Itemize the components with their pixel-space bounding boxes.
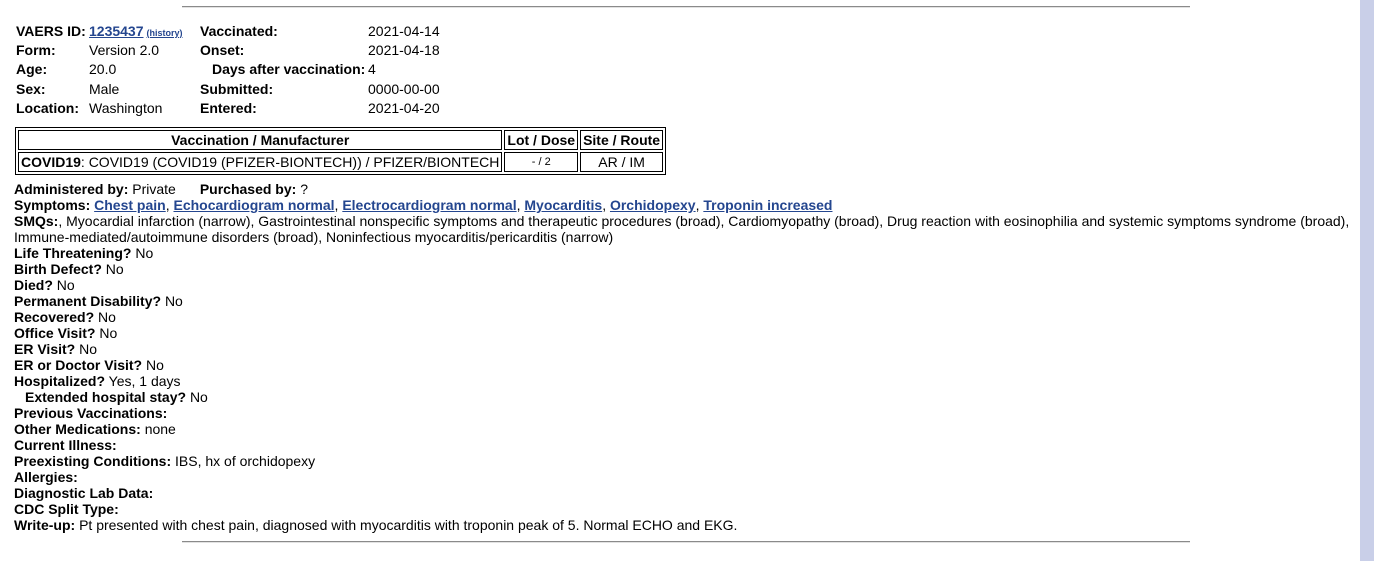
lot-dose-value: - / 2 <box>504 152 578 172</box>
administration-line <box>14 181 1356 197</box>
field-label: Permanent Disability? <box>14 293 162 309</box>
age-label: Age: <box>16 61 48 78</box>
field-value: none <box>144 421 176 437</box>
submitted-label: Submitted: <box>200 80 274 97</box>
submitted-value: 0000-00-00 <box>368 80 440 97</box>
field-label: Birth Defect? <box>14 261 102 277</box>
sex-label: Sex: <box>16 80 46 97</box>
field-label: Write-up: <box>14 517 76 533</box>
field-diagnostic-lab-data <box>14 485 1356 501</box>
page-right-border <box>1360 0 1374 561</box>
smqs-label: SMQs: <box>14 213 59 229</box>
site-route-value: AR / IM <box>580 152 663 172</box>
field-life-threatening <box>14 245 1356 261</box>
field-label: Preexisting Conditions: <box>14 453 172 469</box>
field-label: Allergies: <box>14 469 78 485</box>
field-extended-hospital-stay <box>14 389 1356 405</box>
field-value: No <box>98 309 116 325</box>
field-value: IBS, hx of orchidopexy <box>175 453 316 469</box>
purchased-by-label: Purchased by: <box>199 181 297 197</box>
field-label: Hospitalized? <box>14 373 106 389</box>
vaccinated-label: Vaccinated: <box>200 22 278 39</box>
report-details <box>14 181 1356 533</box>
header-lot-dose: Lot / Dose <box>504 130 578 150</box>
field-value: No <box>145 357 164 373</box>
field-value: No <box>79 341 97 357</box>
field-value: No <box>189 389 208 405</box>
symptom-link-echocardiogram-normal[interactable]: Echocardiogram normal <box>173 197 335 213</box>
bottom-divider <box>182 541 1190 543</box>
smqs-line <box>14 213 1356 245</box>
field-label: Recovered? <box>14 309 95 325</box>
field-value: No <box>135 245 154 261</box>
field-write-up <box>14 517 1356 533</box>
field-label: Current Illness: <box>14 437 117 453</box>
vaers-id-link[interactable]: 1235437 <box>89 22 144 39</box>
field-cdc-split-type <box>14 501 1356 517</box>
symptom-link-chest-pain[interactable]: Chest pain <box>94 197 166 213</box>
field-value: No <box>56 277 75 293</box>
field-preexisting-conditions <box>14 453 1356 469</box>
field-value: No <box>164 293 183 309</box>
field-allergies <box>14 469 1356 485</box>
field-hospitalized <box>14 373 1356 389</box>
field-label: Diagnostic Lab Data: <box>14 485 154 501</box>
onset-value: 2021-04-18 <box>368 42 440 59</box>
days-after-label: Days after vaccination: <box>212 61 366 78</box>
field-er-or-doctor-visit <box>14 357 1356 373</box>
vaccination-table-header <box>18 130 663 150</box>
location-value: Washington <box>89 100 163 117</box>
days-after-value: 4 <box>368 61 376 78</box>
field-er-visit <box>14 341 1356 357</box>
vaccinated-value: 2021-04-14 <box>368 22 440 39</box>
field-label: Previous Vaccinations: <box>14 405 168 421</box>
field-label: Other Medications: <box>14 421 141 437</box>
age-value: 20.0 <box>89 61 117 78</box>
field-died <box>14 277 1356 293</box>
vaers-id-cell <box>89 21 200 40</box>
field-recovered <box>14 309 1356 325</box>
field-office-visit <box>14 325 1356 341</box>
vaccination-table <box>15 127 666 175</box>
entered-label: Entered: <box>200 100 257 117</box>
form-value: Version 2.0 <box>89 42 160 59</box>
smqs-value: , Myocardial infarction (narrow), Gastrointestinal nonspecific symptoms and therapeutic procedures (broad), Cardiomyopathy (broad), Drug reaction with eosinophilia and systemic symptoms syndrome (broad), Immune-mediated/autoimmune disorders (broad), Noninfectious myocarditis/pericarditis (narrow) <box>14 213 1350 245</box>
field-value: Yes, 1 days <box>108 373 181 389</box>
field-birth-defect <box>14 261 1356 277</box>
field-label: ER Visit? <box>14 341 76 357</box>
field-label: CDC Split Type: <box>14 501 119 517</box>
vaers-id-label: VAERS ID: <box>16 22 86 39</box>
field-permanent-disability <box>14 293 1356 309</box>
symptoms-label: Symptoms: <box>14 197 91 213</box>
field-other-medications <box>14 421 1356 437</box>
administered-by-label: Administered by: <box>14 181 129 197</box>
location-label: Location: <box>16 100 79 117</box>
table-row <box>18 152 663 172</box>
field-previous-vaccinations <box>14 405 1356 421</box>
report-meta-table <box>16 21 440 118</box>
vaccine-type: COVID19 <box>21 154 81 170</box>
header-vaccination: Vaccination / Manufacturer <box>18 130 502 150</box>
vaccine-cell <box>18 152 502 172</box>
form-label: Form: <box>16 42 56 59</box>
header-site-route: Site / Route <box>580 130 663 150</box>
vaccine-description: : COVID19 (COVID19 (PFIZER-BIONTECH)) / PFIZER/BIONTECH <box>80 154 500 170</box>
purchased-by-value: ? <box>300 181 308 197</box>
symptom-link-troponin-increased[interactable]: Troponin increased <box>703 197 833 213</box>
field-label: Died? <box>14 277 53 293</box>
field-value: No <box>105 261 124 277</box>
symptoms-line: Symptoms: Chest pain, Echocardiogram normal, Electrocardiogram normal, Myocarditis, Orchidopexy, Troponin increased <box>14 197 833 213</box>
field-label: Office Visit? <box>14 325 96 341</box>
administered-by-value: Private <box>132 181 176 197</box>
history-link[interactable]: (history) <box>146 27 183 38</box>
field-value: Pt presented with chest pain, diagnosed with myocarditis with troponin peak of 5. Normal ECHO and EKG. <box>79 517 738 533</box>
entered-value: 2021-04-20 <box>368 100 440 117</box>
onset-label: Onset: <box>200 42 245 59</box>
field-label: Life Threatening? <box>14 245 132 261</box>
symptom-link-electrocardiogram-normal[interactable]: Electrocardiogram normal <box>342 197 517 213</box>
symptom-link-orchidopexy[interactable]: Orchidopexy <box>609 197 696 213</box>
sex-value: Male <box>89 80 120 97</box>
top-divider <box>182 6 1190 8</box>
symptom-link-myocarditis[interactable]: Myocarditis <box>524 197 603 213</box>
field-label: ER or Doctor Visit? <box>14 357 143 373</box>
field-current-illness <box>14 437 1356 453</box>
field-value: No <box>99 325 118 341</box>
field-label: Extended hospital stay? <box>25 389 187 405</box>
